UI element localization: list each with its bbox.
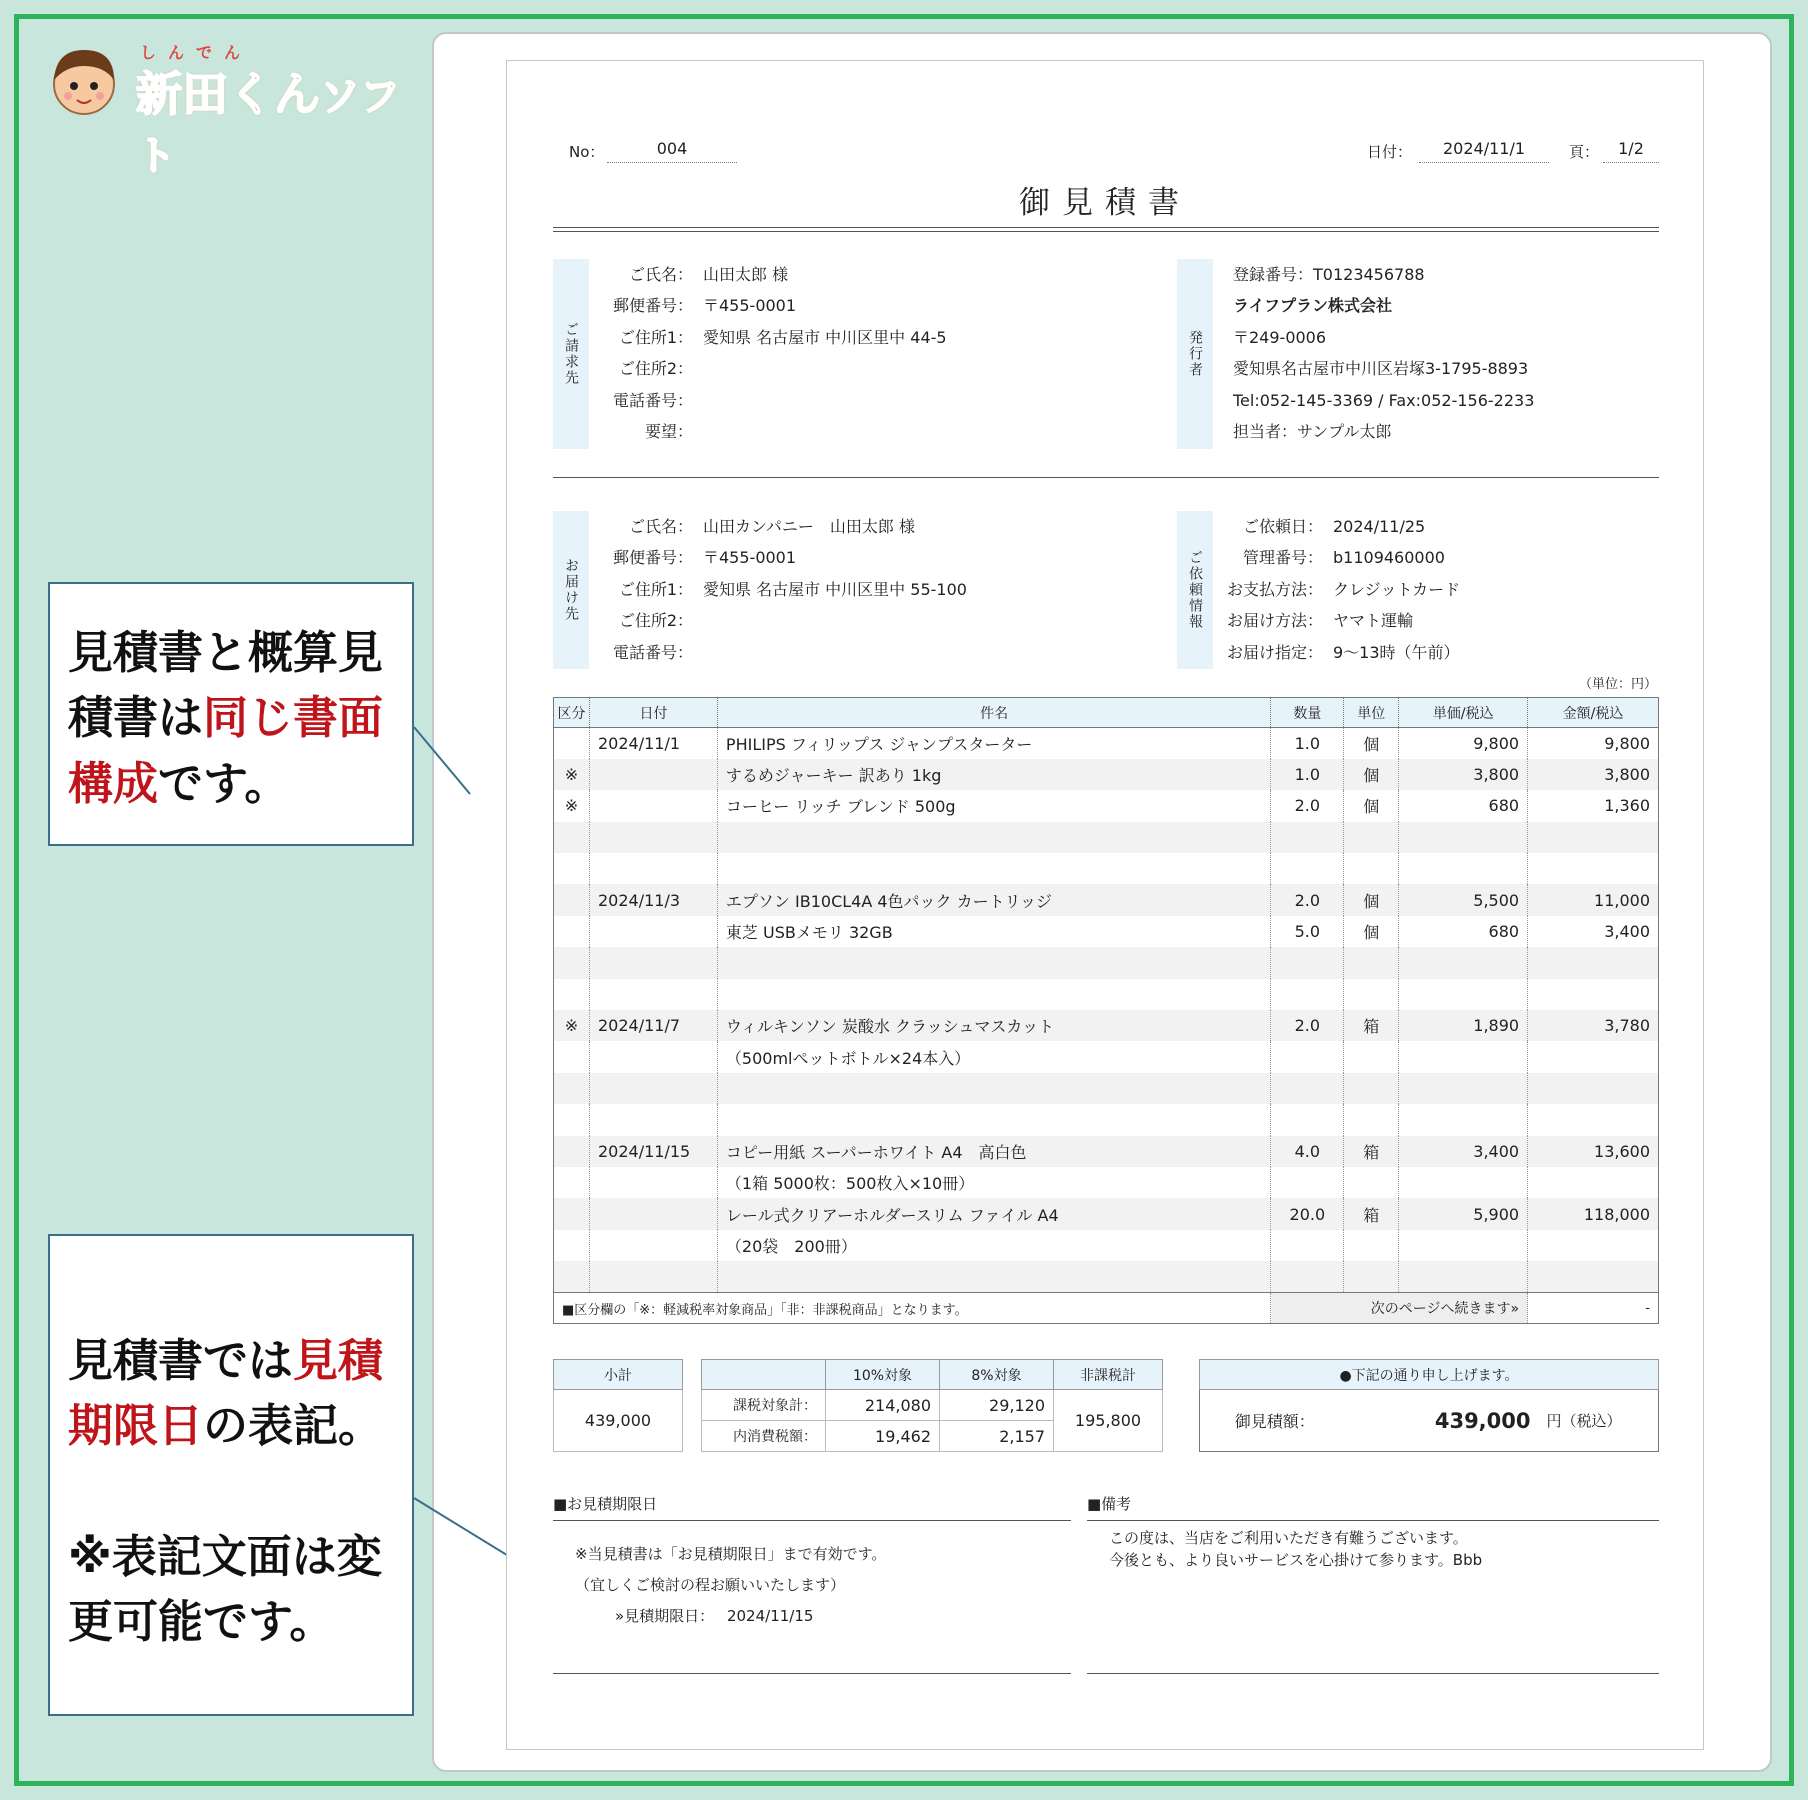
cell-price bbox=[1399, 1104, 1528, 1135]
billing-field-value: 山田太郎 様 bbox=[703, 265, 789, 284]
table-row bbox=[554, 1167, 1659, 1198]
callout1-text1: 見積書と概算見積書は bbox=[68, 626, 384, 745]
cell-unit: 箱 bbox=[1344, 1010, 1399, 1041]
cell-amount: 11,000 bbox=[1528, 884, 1659, 915]
unit-note: （単位：円） bbox=[1578, 677, 1657, 692]
cell-kubun bbox=[554, 947, 590, 978]
cell-qty: 1.0 bbox=[1271, 728, 1344, 759]
request-field-row bbox=[1223, 511, 1425, 542]
cell-unit bbox=[1344, 822, 1399, 853]
cell-name bbox=[717, 822, 1270, 853]
subtotal-value: 439,000 bbox=[554, 1390, 683, 1452]
date-value: 2024/11/1 bbox=[1419, 139, 1549, 163]
cell-name: するめジャーキー 訳あり 1kg bbox=[717, 759, 1270, 790]
table-row bbox=[554, 1073, 1659, 1104]
cell-date bbox=[589, 947, 717, 978]
table-row bbox=[554, 790, 1659, 821]
table-row bbox=[554, 1041, 1659, 1072]
cell-unit: 個 bbox=[1344, 728, 1399, 759]
table-row bbox=[554, 853, 1659, 884]
cell-name: コーヒー リッチ ブレンド 500g bbox=[717, 790, 1270, 821]
cell-amount: 3,400 bbox=[1528, 916, 1659, 947]
items-header-cell: 区分 bbox=[554, 698, 590, 728]
cell-name: （500mlペットボトル×24本入） bbox=[717, 1041, 1270, 1072]
expiry-heading: ■お見積期限日 bbox=[553, 1493, 1071, 1521]
cell-kubun bbox=[554, 1041, 590, 1072]
cell-date bbox=[589, 1230, 717, 1261]
callout1-highlight: 同じ書面構成 bbox=[68, 691, 384, 810]
billing-field-value: 〒455-0001 bbox=[703, 296, 797, 316]
cell-amount: 3,800 bbox=[1528, 759, 1659, 790]
cell-date bbox=[589, 979, 717, 1010]
cell-date bbox=[589, 853, 717, 884]
boy-face-icon bbox=[44, 40, 124, 120]
total-box bbox=[1199, 1359, 1659, 1452]
delivery-field-value: 愛知県 名古屋市 中川区里中 55-100 bbox=[703, 579, 967, 599]
taxable-10: 214,080 bbox=[826, 1390, 940, 1421]
cell-name: （20袋 200冊） bbox=[717, 1230, 1270, 1261]
request-field-label: お届け方法： bbox=[1226, 611, 1323, 631]
issuer-line: Tel:052-145-3369 / Fax:052-156-2233 bbox=[1233, 390, 1535, 410]
cell-unit: 個 bbox=[1344, 884, 1399, 915]
callout2-text1: 見積書では bbox=[68, 1334, 294, 1387]
cell-unit bbox=[1344, 1104, 1399, 1135]
section-divider bbox=[553, 477, 1659, 478]
footer-note: ■区分欄の「※：軽減税率対象商品」「非：非課税商品」となります。 bbox=[554, 1293, 1271, 1324]
cell-name bbox=[717, 1261, 1270, 1292]
issuer-side-label: 発行者 bbox=[1177, 259, 1213, 449]
cell-unit bbox=[1344, 1073, 1399, 1104]
table-row bbox=[554, 916, 1659, 947]
cell-qty bbox=[1271, 1041, 1344, 1072]
cell-kubun bbox=[554, 728, 590, 759]
cell-price bbox=[1399, 1041, 1528, 1072]
taxable-8: 29,120 bbox=[940, 1390, 1054, 1421]
request-field-value: クレジットカード bbox=[1333, 579, 1461, 599]
cell-qty bbox=[1271, 1104, 1344, 1135]
cell-price bbox=[1399, 1230, 1528, 1261]
table-row bbox=[554, 1136, 1659, 1167]
cell-qty: 2.0 bbox=[1271, 790, 1344, 821]
cell-kubun: ※ bbox=[554, 1010, 590, 1041]
cell-unit bbox=[1344, 1230, 1399, 1261]
cell-name bbox=[717, 1104, 1270, 1135]
issuer-line: 〒249-0006 bbox=[1233, 327, 1327, 347]
brand-kana: しんでん bbox=[140, 43, 253, 62]
cell-price: 680 bbox=[1399, 790, 1528, 821]
items-table bbox=[553, 697, 1659, 1324]
billing-field-row bbox=[597, 385, 703, 416]
delivery-field-label: ご住所1： bbox=[618, 579, 693, 599]
cell-kubun bbox=[554, 1198, 590, 1229]
total-head: ●下記の通り申し上げます。 bbox=[1200, 1360, 1659, 1390]
table-row bbox=[554, 822, 1659, 853]
cell-date: 2024/11/3 bbox=[589, 884, 717, 915]
cell-name: ウィルキンソン 炭酸水 クラッシュマスカット bbox=[717, 1010, 1270, 1041]
table-row bbox=[554, 1230, 1659, 1261]
no-label: No： bbox=[569, 143, 605, 161]
cell-unit: 個 bbox=[1344, 916, 1399, 947]
request-field-row bbox=[1223, 542, 1445, 573]
issuer-line: 登録番号：T0123456788 bbox=[1233, 265, 1425, 284]
cell-name: エプソン IB10CL4A 4色パック カートリッジ bbox=[717, 884, 1270, 915]
cell-amount bbox=[1528, 853, 1659, 884]
cell-qty bbox=[1271, 853, 1344, 884]
cell-name: レール式クリアーホルダースリム ファイル A4 bbox=[717, 1198, 1270, 1229]
cell-price bbox=[1399, 1261, 1528, 1292]
remarks-line1: この度は、当店をご利用いただき有難うございます。 bbox=[1109, 1529, 1468, 1547]
cell-qty bbox=[1271, 1261, 1344, 1292]
cell-amount bbox=[1528, 947, 1659, 978]
cell-price bbox=[1399, 1167, 1528, 1198]
taxable-label: 課税対象計： bbox=[702, 1390, 826, 1421]
request-field-label: お支払方法： bbox=[1226, 579, 1323, 599]
cell-amount: 9,800 bbox=[1528, 728, 1659, 759]
cell-date: 2024/11/1 bbox=[589, 728, 717, 759]
issuer-line: 愛知県名古屋市中川区岩塚3-1795-8893 bbox=[1233, 359, 1529, 379]
cell-unit bbox=[1344, 947, 1399, 978]
request-field-label: お届け指定： bbox=[1226, 642, 1323, 662]
no-value: 004 bbox=[607, 139, 737, 163]
table-row bbox=[554, 947, 1659, 978]
cell-unit bbox=[1344, 1261, 1399, 1292]
cell-amount: 13,600 bbox=[1528, 1136, 1659, 1167]
cell-price: 3,800 bbox=[1399, 759, 1528, 790]
callout1-text3: です。 bbox=[158, 756, 290, 810]
cell-price bbox=[1399, 822, 1528, 853]
billing-field-row bbox=[597, 290, 796, 321]
billing-field-row bbox=[597, 353, 703, 384]
document-title: 御見積書 bbox=[1019, 185, 1191, 221]
cell-price bbox=[1399, 853, 1528, 884]
cell-date bbox=[589, 1041, 717, 1072]
cell-amount: 1,360 bbox=[1528, 790, 1659, 821]
cell-name bbox=[717, 947, 1270, 978]
callout-same-layout bbox=[48, 582, 414, 846]
cell-kubun bbox=[554, 884, 590, 915]
billing-field-row bbox=[597, 322, 947, 353]
cell-qty: 1.0 bbox=[1271, 759, 1344, 790]
footer-next-page: 次のページへ続きます» bbox=[1271, 1293, 1528, 1324]
cell-price bbox=[1399, 979, 1528, 1010]
callout2-text4: ※表記文面は変更可能です。 bbox=[68, 1529, 382, 1648]
cell-unit: 個 bbox=[1344, 759, 1399, 790]
cell-qty bbox=[1271, 1073, 1344, 1104]
cell-price: 3,400 bbox=[1399, 1136, 1528, 1167]
request-side-label: ご依頼情報 bbox=[1177, 511, 1213, 669]
tax-head-10: 10%対象 bbox=[826, 1360, 940, 1390]
tax-head-8: 8%対象 bbox=[940, 1360, 1054, 1390]
cell-date bbox=[589, 1261, 717, 1292]
cell-kubun bbox=[554, 822, 590, 853]
billing-field-label: ご住所2： bbox=[618, 359, 693, 379]
delivery-field-row bbox=[597, 637, 703, 668]
items-header-cell: 日付 bbox=[589, 698, 717, 728]
cell-price: 680 bbox=[1399, 916, 1528, 947]
table-row bbox=[554, 728, 1659, 759]
issuer-line: ライフプラン株式会社 bbox=[1233, 296, 1393, 316]
billing-field-label: 郵便番号： bbox=[612, 296, 693, 316]
delivery-field-label: ご住所2： bbox=[618, 611, 693, 631]
billing-field-label: 要望： bbox=[644, 422, 693, 441]
cell-kubun bbox=[554, 1073, 590, 1104]
cell-date bbox=[589, 822, 717, 853]
cell-price: 9,800 bbox=[1399, 728, 1528, 759]
expiry-line1: ※当見積書は「お見積期限日」まで有効です。 bbox=[575, 1545, 887, 1563]
cell-name: （1箱 5000枚：500枚入×10冊） bbox=[717, 1167, 1270, 1198]
delivery-field-row bbox=[597, 605, 703, 636]
cell-name: PHILIPS フィリップス ジャンプスターター bbox=[717, 728, 1270, 759]
consumption-10: 19,462 bbox=[826, 1421, 940, 1452]
tax-box bbox=[701, 1359, 1163, 1452]
cell-price: 5,900 bbox=[1399, 1198, 1528, 1229]
cell-qty bbox=[1271, 822, 1344, 853]
cell-qty: 20.0 bbox=[1271, 1198, 1344, 1229]
cell-price: 1,890 bbox=[1399, 1010, 1528, 1041]
request-field-row bbox=[1223, 637, 1460, 668]
cell-qty bbox=[1271, 947, 1344, 978]
subtotal-box bbox=[553, 1359, 683, 1452]
non-taxable-value: 195,800 bbox=[1054, 1390, 1163, 1452]
cell-name: コピー用紙 スーパーホワイト A4 高白色 bbox=[717, 1136, 1270, 1167]
cell-kubun bbox=[554, 1230, 590, 1261]
request-field-row bbox=[1223, 605, 1413, 636]
items-header-cell: 件名 bbox=[717, 698, 1270, 728]
remarks-heading: ■備考 bbox=[1087, 1493, 1659, 1521]
cell-price bbox=[1399, 1073, 1528, 1104]
delivery-field-row bbox=[597, 574, 967, 605]
cell-date bbox=[589, 1167, 717, 1198]
cell-name: 東芝 USBメモリ 32GB bbox=[717, 916, 1270, 947]
table-row bbox=[554, 1104, 1659, 1135]
cell-unit: 箱 bbox=[1344, 1136, 1399, 1167]
billing-field-label: 電話番号： bbox=[612, 390, 693, 410]
cell-date bbox=[589, 916, 717, 947]
delivery-field-value: 〒455-0001 bbox=[703, 548, 797, 568]
callout-expiry-note bbox=[48, 1234, 414, 1716]
cell-date bbox=[589, 759, 717, 790]
cell-kubun: ※ bbox=[554, 759, 590, 790]
brand-logo bbox=[44, 40, 424, 179]
cell-date bbox=[589, 1198, 717, 1229]
delivery-field-label: ご氏名： bbox=[628, 517, 693, 536]
cell-qty bbox=[1271, 979, 1344, 1010]
request-field-label: 管理番号： bbox=[1242, 548, 1323, 568]
table-row bbox=[554, 884, 1659, 915]
cell-amount bbox=[1528, 1261, 1659, 1292]
request-field-value: b1109460000 bbox=[1333, 548, 1445, 568]
cell-date: 2024/11/15 bbox=[589, 1136, 717, 1167]
total-value: 439,000 bbox=[1434, 1408, 1531, 1433]
expiry-line2: （宜しくご検討の程お願いいたします） bbox=[575, 1576, 846, 1594]
cell-kubun bbox=[554, 1136, 590, 1167]
issuer-line: 担当者：サンプル太郎 bbox=[1233, 422, 1392, 441]
billing-field-label: ご住所1： bbox=[618, 327, 693, 347]
request-field-value: 9～13時（午前） bbox=[1333, 642, 1460, 662]
cell-unit bbox=[1344, 1167, 1399, 1198]
cell-name bbox=[717, 979, 1270, 1010]
cell-kubun bbox=[554, 853, 590, 884]
billing-field-label: ご氏名： bbox=[628, 265, 693, 284]
page-label: 頁： bbox=[1569, 143, 1600, 161]
table-row bbox=[554, 1010, 1659, 1041]
table-row bbox=[554, 979, 1659, 1010]
tax-head-blank bbox=[702, 1360, 826, 1390]
items-header-cell: 数量 bbox=[1271, 698, 1344, 728]
title-divider bbox=[553, 227, 1659, 232]
expiry-bottom-rule bbox=[553, 1673, 1071, 1674]
cell-qty: 4.0 bbox=[1271, 1136, 1344, 1167]
items-header-cell: 単位 bbox=[1344, 698, 1399, 728]
request-field-value: 2024/11/25 bbox=[1333, 517, 1426, 536]
items-header-row bbox=[554, 698, 1659, 728]
cell-amount bbox=[1528, 1167, 1659, 1198]
request-field-row bbox=[1223, 574, 1460, 605]
cell-date bbox=[589, 1104, 717, 1135]
page-value: 1/2 bbox=[1603, 139, 1659, 163]
remarks-line2: 今後とも、より良いサービスを心掛けて参ります。Bbb bbox=[1109, 1551, 1483, 1569]
billing-field-row bbox=[597, 416, 703, 447]
cell-kubun: ※ bbox=[554, 790, 590, 821]
delivery-field-row bbox=[597, 511, 915, 542]
cell-qty bbox=[1271, 1167, 1344, 1198]
cell-name bbox=[717, 1073, 1270, 1104]
cell-date: 2024/11/7 bbox=[589, 1010, 717, 1041]
billing-field-value: 愛知県 名古屋市 中川区里中 44-5 bbox=[703, 327, 947, 347]
expiry-date-row bbox=[615, 1601, 813, 1632]
cell-price bbox=[1399, 947, 1528, 978]
items-header-cell: 単価/税込 bbox=[1399, 698, 1528, 728]
cell-kubun bbox=[554, 1261, 590, 1292]
cell-amount: 3,780 bbox=[1528, 1010, 1659, 1041]
cell-name bbox=[717, 853, 1270, 884]
expiry-date-value: 2024/11/15 bbox=[726, 1607, 814, 1625]
cell-qty: 2.0 bbox=[1271, 1010, 1344, 1041]
cell-amount bbox=[1528, 1041, 1659, 1072]
cell-amount: 118,000 bbox=[1528, 1198, 1659, 1229]
delivery-side-label: お届け先 bbox=[553, 511, 589, 669]
cell-amount bbox=[1528, 1104, 1659, 1135]
cell-kubun bbox=[554, 1104, 590, 1135]
items-header-cell: 金額/税込 bbox=[1528, 698, 1659, 728]
cell-kubun bbox=[554, 916, 590, 947]
cell-amount bbox=[1528, 979, 1659, 1010]
estimate-sheet bbox=[506, 60, 1704, 1750]
total-unit: 円（税込） bbox=[1546, 1412, 1622, 1430]
cell-unit: 箱 bbox=[1344, 1198, 1399, 1229]
brand-name-main: 新田くん bbox=[136, 67, 320, 121]
cell-unit bbox=[1344, 979, 1399, 1010]
cell-amount bbox=[1528, 1073, 1659, 1104]
table-row bbox=[554, 1198, 1659, 1229]
cell-amount bbox=[1528, 1230, 1659, 1261]
tax-head-non: 非課税計 bbox=[1054, 1360, 1163, 1390]
billing-side-label: ご請求先 bbox=[553, 259, 589, 449]
delivery-field-row bbox=[597, 542, 796, 573]
cell-unit bbox=[1344, 1041, 1399, 1072]
cell-unit bbox=[1344, 853, 1399, 884]
billing-field-row bbox=[597, 259, 788, 290]
delivery-field-label: 郵便番号： bbox=[612, 548, 693, 568]
table-row bbox=[554, 1261, 1659, 1292]
cell-unit: 個 bbox=[1344, 790, 1399, 821]
cell-date bbox=[589, 790, 717, 821]
total-label: 御見積額： bbox=[1234, 1412, 1315, 1431]
request-field-value: ヤマト運輸 bbox=[1333, 611, 1414, 631]
consumption-8: 2,157 bbox=[940, 1421, 1054, 1452]
cell-kubun bbox=[554, 1167, 590, 1198]
cell-date bbox=[589, 1073, 717, 1104]
request-field-label: ご依頼日： bbox=[1242, 517, 1323, 536]
expiry-date-label: »見積期限日： bbox=[615, 1607, 715, 1625]
delivery-field-value: 山田カンパニー 山田太郎 様 bbox=[703, 517, 915, 536]
consumption-label: 内消費税額： bbox=[702, 1421, 826, 1452]
remarks-bottom-rule bbox=[1087, 1673, 1659, 1674]
cell-amount bbox=[1528, 822, 1659, 853]
subtotal-label: 小計 bbox=[554, 1360, 683, 1390]
callout2-text3: の表記。 bbox=[203, 1399, 384, 1453]
cell-price: 5,500 bbox=[1399, 884, 1528, 915]
cell-qty: 2.0 bbox=[1271, 884, 1344, 915]
delivery-field-label: 電話番号： bbox=[612, 642, 693, 662]
cell-kubun bbox=[554, 979, 590, 1010]
cell-qty: 5.0 bbox=[1271, 916, 1344, 947]
brand-name bbox=[136, 58, 424, 181]
brand-name-soft: ソフト bbox=[136, 74, 400, 179]
cell-qty bbox=[1271, 1230, 1344, 1261]
date-label: 日付： bbox=[1367, 143, 1413, 161]
footer-dash: - bbox=[1528, 1293, 1659, 1324]
table-row bbox=[554, 759, 1659, 790]
items-footer-row bbox=[554, 1293, 1659, 1324]
callout2-highlight: 見積期限日 bbox=[68, 1334, 384, 1453]
